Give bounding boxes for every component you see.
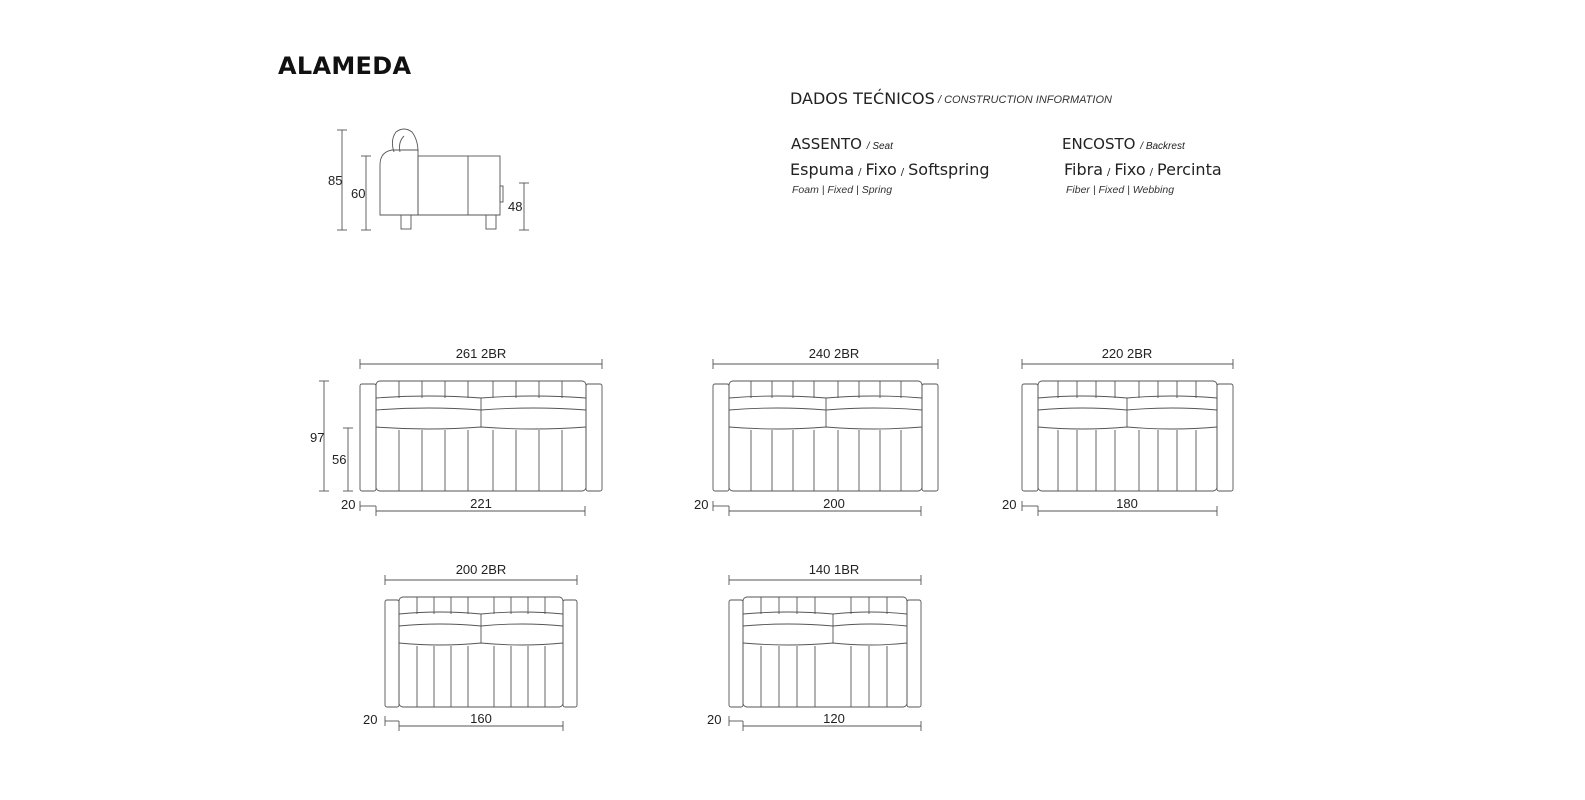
dim-side-seat-height: 48 <box>508 199 523 214</box>
seat-title: ASSENTO <box>791 135 862 153</box>
dim-side-height-total: 85 <box>328 173 343 188</box>
separator: | <box>821 184 825 196</box>
backrest-material-en: Fiber <box>1066 184 1090 196</box>
dim-sofa-seat-width: 221 <box>470 496 492 511</box>
seat-material-en: Fixed <box>827 184 854 196</box>
dim-sofa-depth: 97 <box>310 430 325 445</box>
seat-title-en: / Seat <box>866 141 893 152</box>
dim-sofa-label: 220 2BR <box>1101 346 1153 361</box>
sofa-plan-140 <box>729 575 921 731</box>
side-view-drawing <box>337 129 529 230</box>
separator: | <box>1127 184 1130 196</box>
backrest-material: Fibra <box>1064 160 1104 179</box>
dim-sofa-label: 261 2BR <box>455 346 507 361</box>
seat-material-en: Foam <box>792 184 819 196</box>
dim-sofa-seat-depth: 56 <box>332 452 347 467</box>
dim-sofa-label: 240 2BR <box>808 346 860 361</box>
dim-side-height-arm: 60 <box>351 186 366 201</box>
separator: / <box>1149 167 1154 178</box>
separator: | <box>1092 184 1096 196</box>
dim-sofa-label: 200 2BR <box>455 562 507 577</box>
separator: / <box>1107 167 1111 178</box>
dim-sofa-arm: 20 <box>1002 497 1017 512</box>
sofa-plan-220 <box>1022 359 1233 516</box>
separator: / <box>900 167 905 178</box>
sofa-plan-200 <box>385 575 577 731</box>
dim-sofa-arm: 20 <box>707 712 722 727</box>
dim-sofa-seat-width: 160 <box>470 711 492 726</box>
backrest-material: Fixo <box>1114 160 1146 179</box>
seat-material: Softspring <box>908 160 990 179</box>
dim-sofa-arm: 20 <box>341 497 356 512</box>
dim-sofa-arm: 20 <box>363 712 378 727</box>
tech-subtitle: / CONSTRUCTION INFORMATION <box>938 94 1112 106</box>
seat-material-en: Spring <box>861 184 893 196</box>
separator: / <box>858 167 862 178</box>
backrest-material-en: Fixed <box>1098 184 1125 196</box>
backrest-material-en: Webbing <box>1132 184 1175 196</box>
sofa-plan-261 <box>319 359 602 516</box>
seat-material: Espuma <box>790 160 855 179</box>
dim-sofa-seat-width: 180 <box>1116 496 1138 511</box>
dim-sofa-seat-width: 200 <box>823 496 845 511</box>
tech-title: DADOS TEĆNICOS <box>790 89 935 108</box>
backrest-material: Percinta <box>1157 160 1222 179</box>
sofa-plan-240 <box>713 359 938 516</box>
dim-sofa-arm: 20 <box>694 497 709 512</box>
backrest-title: ENCOSTO <box>1062 135 1136 153</box>
product-title: ALAMEDA <box>278 52 412 80</box>
backrest-title-en: / Backrest <box>1140 141 1185 152</box>
seat-material: Fixo <box>865 160 897 179</box>
dim-sofa-seat-width: 120 <box>823 711 845 726</box>
separator: | <box>856 184 859 196</box>
dim-sofa-label: 140 1BR <box>808 562 860 577</box>
